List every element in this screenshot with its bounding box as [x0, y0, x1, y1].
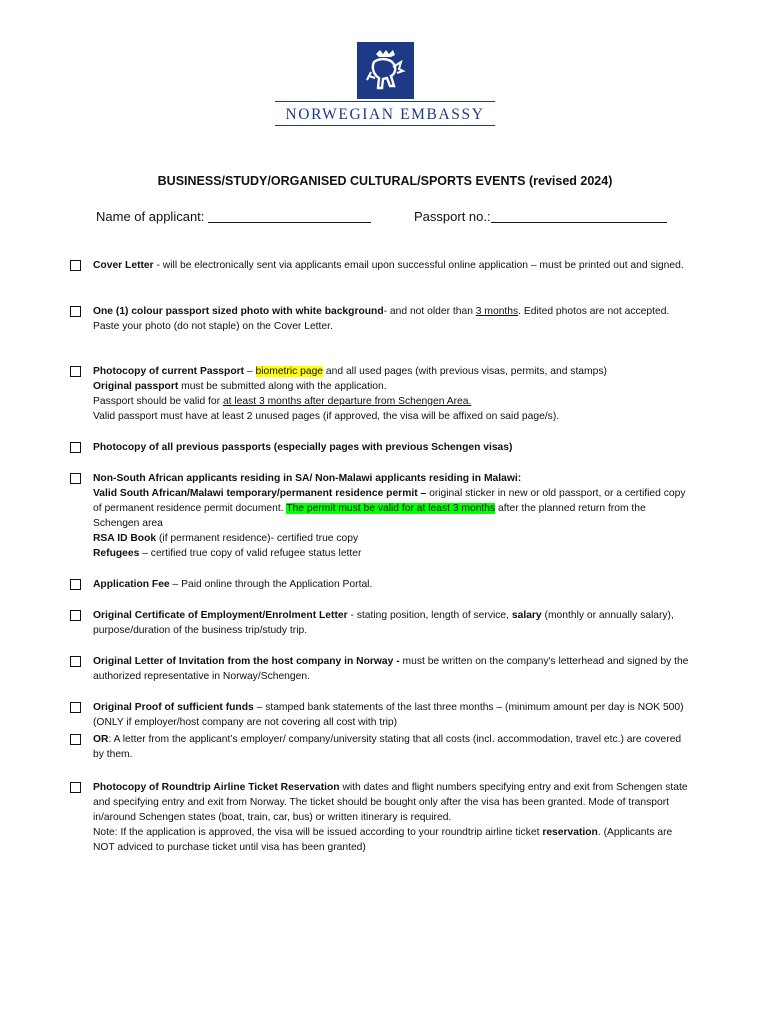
application-fee-text: – Paid online through the Application Portal. [169, 579, 373, 590]
checkbox[interactable] [70, 473, 81, 484]
employment-lead: Original Certificate of Employment/Enrolment Letter [93, 610, 348, 621]
original-passport-text: must be submitted along with the application. [178, 381, 387, 392]
refugees-lead: Refugees [93, 548, 140, 559]
logo-wordmark: NORWEGIAN EMBASSY [285, 106, 485, 123]
employment-text-1: - stating position, length of service, [347, 610, 512, 621]
checkbox[interactable] [70, 306, 81, 317]
employment-salary: salary [511, 610, 542, 621]
funds-text: – stamped bank statements of the last three months – (minimum amount per day is NOK 500) (ONLY if employer/host company are not covering all cost with trip) [93, 702, 684, 728]
page-title: BUSINESS/STUDY/ORGANISED CULTURAL/SPORTS EVENTS (revised 2024) [157, 174, 613, 188]
checkbox[interactable] [70, 579, 81, 590]
residence-permit-lead: Valid South African/Malawi temporary/permanent residence permit – [93, 488, 427, 499]
photo-lead: One (1) colour passport sized photo with white background [93, 306, 384, 317]
residence-permit-tail: after the planned return from the Schengen area [93, 503, 646, 529]
ticket-note-line [93, 825, 690, 855]
checkbox[interactable] [70, 366, 81, 377]
applicant-name-blank[interactable] [208, 209, 371, 223]
residence-permit-line [93, 486, 690, 531]
rsa-id-line [93, 531, 690, 546]
previous-passports-lead: Photocopy of all previous passports (especially pages with previous Schengen visas) [93, 442, 513, 453]
ticket-note-tail: . (Applicants are NOT adviced to purchase ticket until visa has been granted) [93, 827, 673, 853]
passport-number-label: Passport no.: [414, 209, 491, 224]
lion-crest-icon [357, 42, 414, 99]
passport-text: and all used pages (with previous visas, permits, and stamps) [323, 366, 607, 377]
rsa-id-lead: RSA ID Book [93, 533, 157, 544]
rsa-id-text: (if permanent residence)- certified true copy [156, 533, 359, 544]
passport-validity-underlined: at least 3 months after departure from Schengen Area. [222, 396, 472, 407]
unused-pages-line: Valid passport must have at least 2 unused pages (if approved, the visa will be affixed on said page/s). [93, 411, 560, 422]
employment-text-2: (monthly or annually salary), purpose/duration of the business trip/study trip. [93, 610, 674, 636]
ticket-text: with dates and flight numbers specifying entry and exit from Schengen state and specifying entry and exit from Norway. The ticket should be bought only after the visa has been granted. Mode of transport in/around Schengen states (boat, train, car, bus) or written itinerary is required. [93, 782, 688, 823]
photo-months: 3 months [475, 306, 519, 317]
embassy-logo [275, 42, 495, 126]
original-passport-lead: Original passport [93, 381, 179, 392]
checkbox[interactable] [70, 702, 81, 713]
applicant-name-label: Name of applicant: [96, 209, 209, 224]
or-text: : A letter from the applicant’s employer/ company/university stating that all costs (incl. accommodation, travel etc.) are covered by them. [93, 734, 682, 760]
biometric-page-highlight: biometric page [255, 366, 324, 377]
invitation-lead: Original Letter of Invitation from the host company in Norway - [93, 656, 400, 667]
logo-rule-top [275, 101, 495, 102]
ticket-lead: Photocopy of Roundtrip Airline Ticket Reservation [93, 782, 340, 793]
cover-letter-lead: Cover Letter [93, 260, 154, 271]
checkbox[interactable] [70, 782, 81, 793]
passport-validity-line [93, 394, 690, 409]
logo-rule-bottom [275, 125, 495, 126]
permit-validity-highlight: The permit must be valid for at least 3 months [286, 503, 496, 514]
refugees-text: – certified true copy of valid refugee status letter [139, 548, 362, 559]
checkbox[interactable] [70, 734, 81, 745]
non-resident-lead: Non-South African applicants residing in SA/ Non-Malawi applicants residing in Malawi: [93, 473, 522, 484]
ticket-note: Note: If the application is approved, the visa will be issued according to your roundtrip airline ticket [93, 827, 543, 838]
checkbox[interactable] [70, 260, 81, 271]
or-lead: OR [93, 734, 109, 745]
applicant-name-field[interactable] [96, 209, 371, 224]
original-passport-line [93, 379, 690, 394]
photo-text-2: . Edited photos are not accepted. [518, 306, 670, 317]
passport-number-field[interactable] [414, 209, 667, 224]
application-fee-lead: Application Fee [93, 579, 170, 590]
passport-number-blank[interactable] [491, 209, 667, 223]
residence-permit-text: original sticker in new or old passport, or a certified copy of permanent residence permit document. [93, 488, 686, 514]
funds-lead: Original Proof of sufficient funds [93, 702, 254, 713]
passport-validity-text: Passport should be valid for [93, 396, 223, 407]
invitation-text: must be written on the company's letterhead and signed by the authorized representative in Norway/Schengen. [93, 656, 689, 682]
photo-paste-note: Paste your photo (do not staple) on the Cover Letter. [93, 321, 333, 332]
cover-letter-text: - will be electronically sent via applicants email upon successful online application – must be printed out and signed. [153, 260, 684, 271]
checkbox[interactable] [70, 442, 81, 453]
passport-dash: – [244, 366, 256, 377]
photo-text-1: - and not older than [383, 306, 476, 317]
checkbox[interactable] [70, 656, 81, 667]
checkbox[interactable] [70, 610, 81, 621]
refugees-line [93, 546, 690, 561]
passport-lead: Photocopy of current Passport [93, 366, 245, 377]
ticket-note-bold: reservation [542, 827, 598, 838]
